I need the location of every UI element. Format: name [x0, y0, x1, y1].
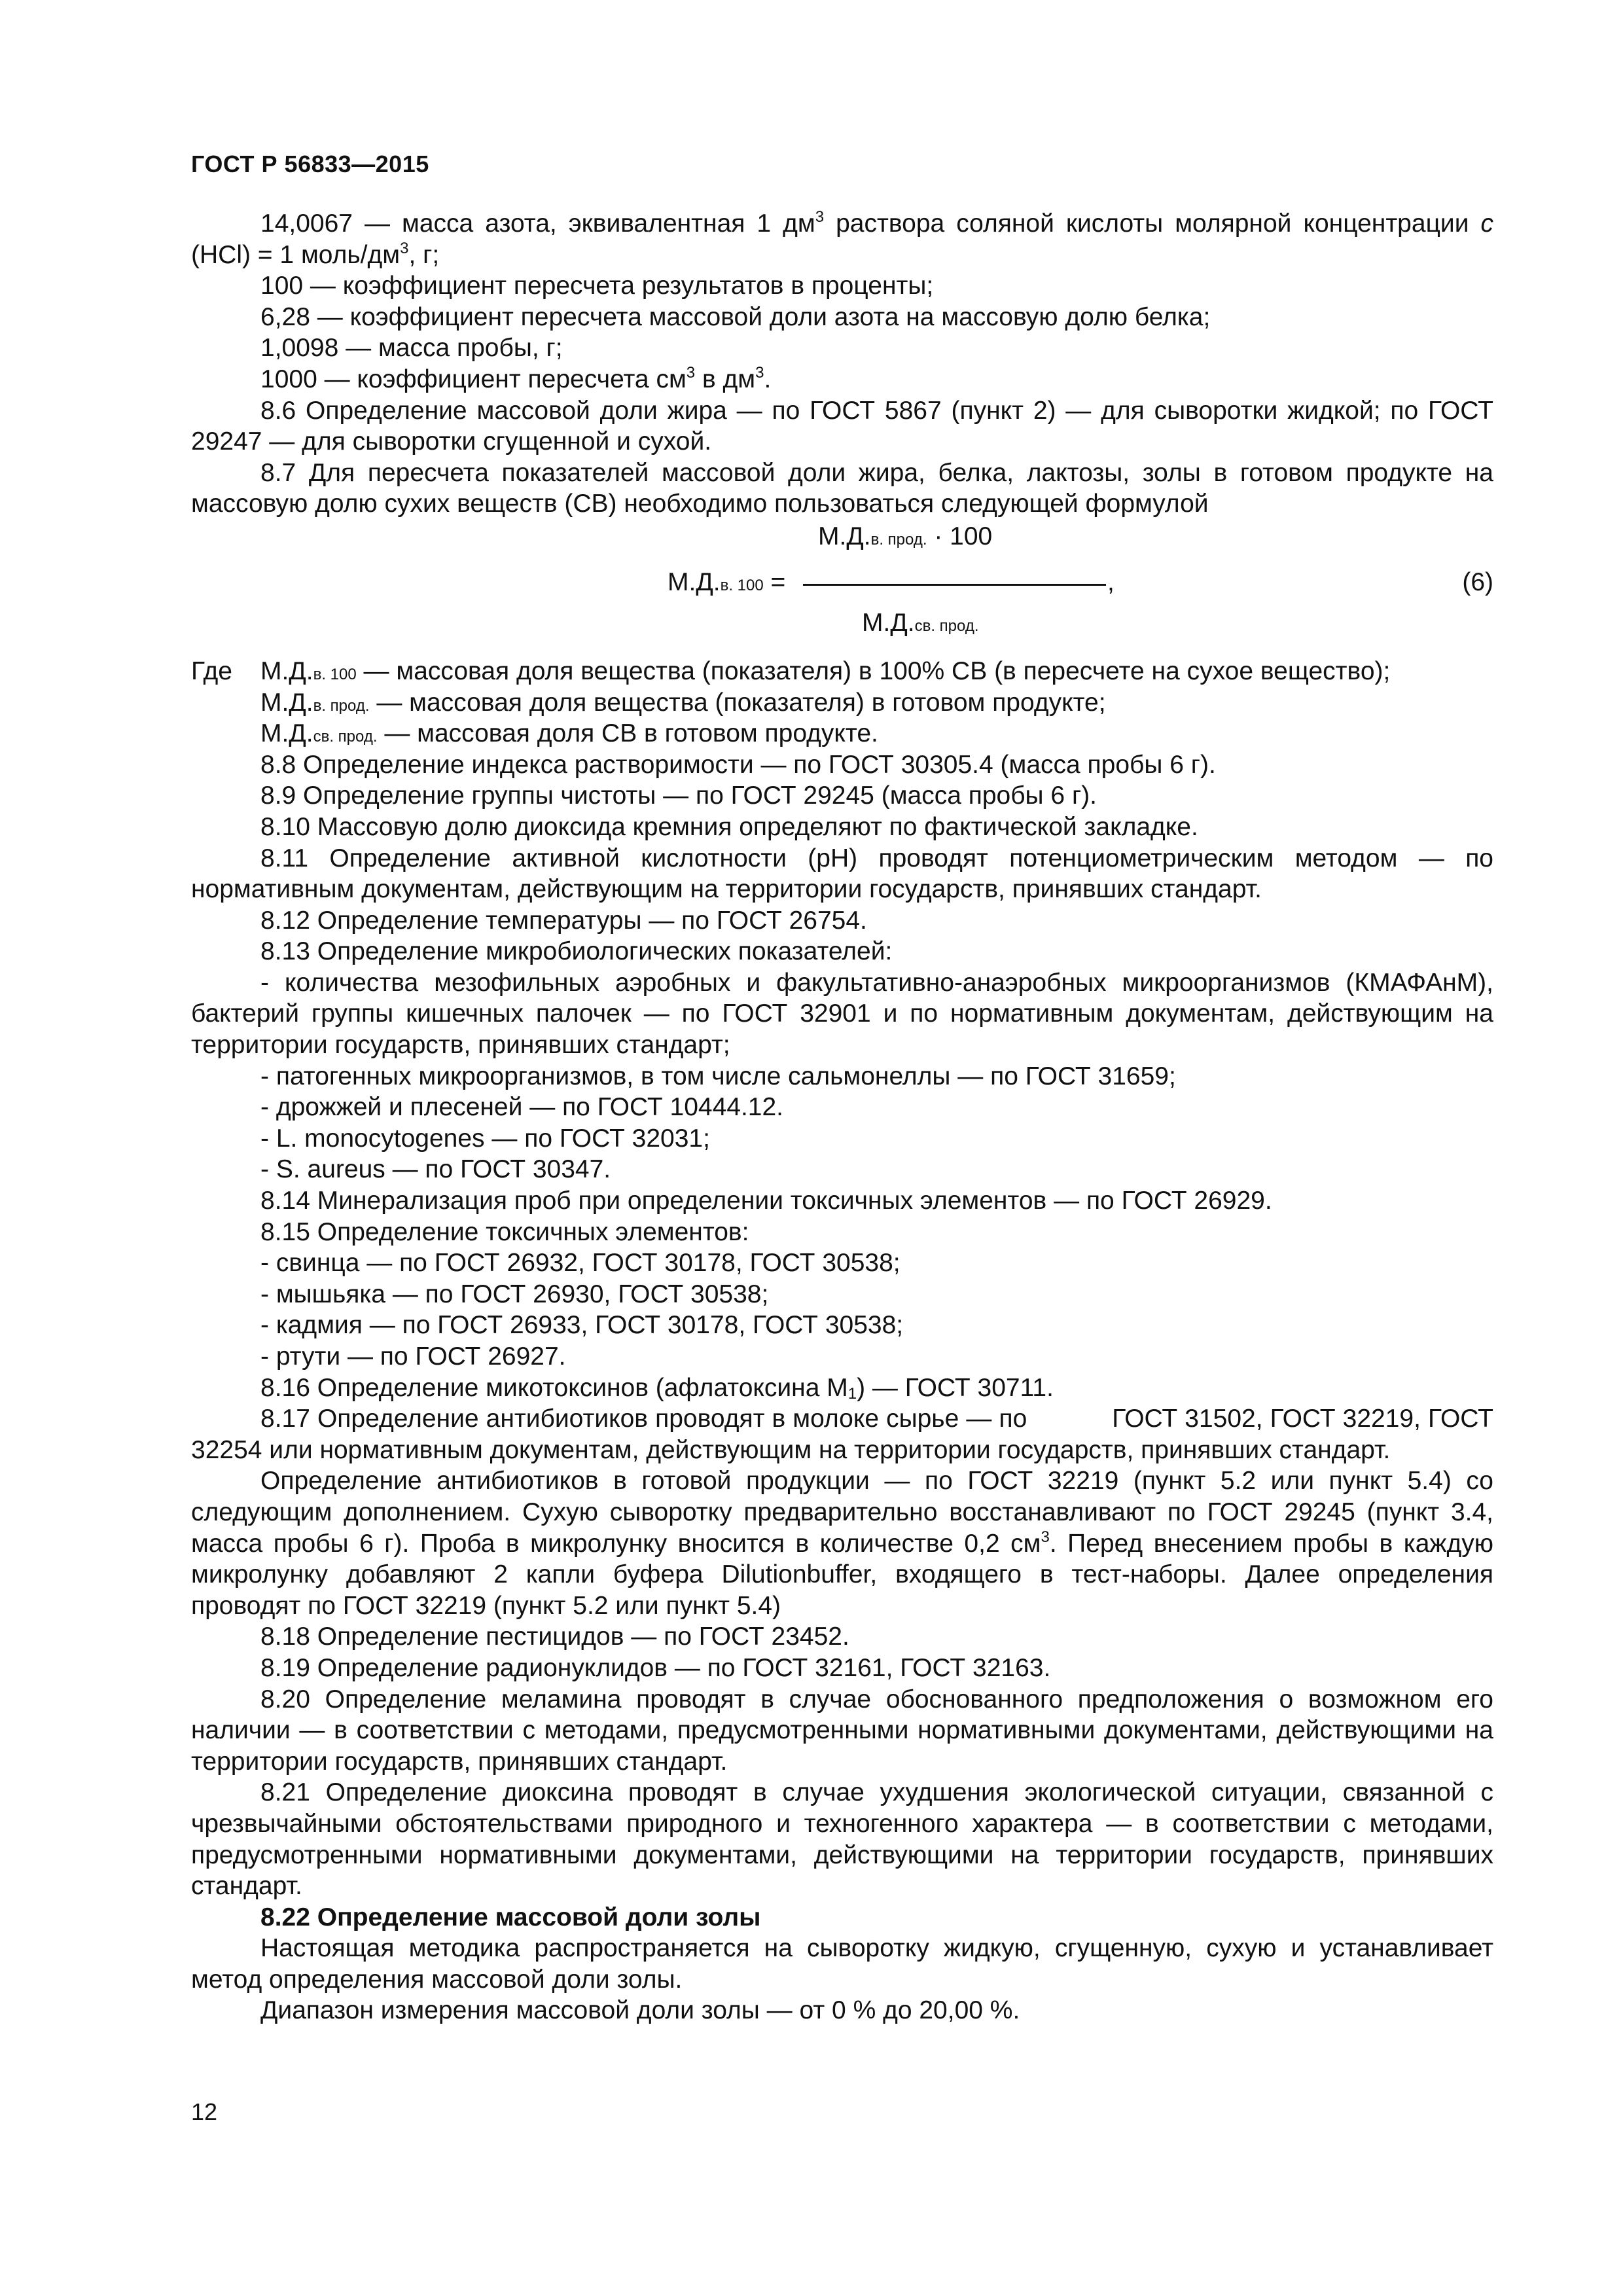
superscript: 3	[1041, 1528, 1050, 1546]
subscript: в. 100	[720, 576, 764, 594]
text-span: · 100	[927, 522, 993, 550]
list-item-8-13-e: - S. aureus — по ГОСТ 30347.	[260, 1155, 611, 1184]
text-span: — массовая доля СВ в готовом продукте.	[377, 719, 878, 748]
formula-6	[191, 520, 1493, 656]
where-row-3	[191, 718, 1493, 749]
text-span: ) — ГОСТ 30711.	[857, 1373, 1054, 1402]
subscript: в. прод.	[870, 530, 927, 548]
paragraph-sample-mass: 1,0098 — масса пробы, г;	[260, 334, 563, 363]
text-span: . Перед внесением пробы в каждую микролунку добавляют 2 капли буфера Dilutionbuffer, входящего в тест-наборы. Далее определения проводят по ГОСТ 32219 (пункт 5.2 или пункт 5.4)	[191, 1529, 1494, 1620]
text-span: М.Д.	[668, 567, 721, 596]
paragraph-coef-628: 6,28 — коэффициент пересчета массовой доли азота на массовую долю белка;	[260, 302, 1211, 331]
page-number: 12	[191, 2098, 218, 2125]
paragraph-8-21: 8.21 Определение диоксина проводят в случае ухудшения экологической ситуации, связанной с чрезвычайными обстоятельствами природного и техногенного характера — в соответствии с методами, предусмотренными нормативными документами, действующими на территории государств, принявших стандарт.	[191, 1778, 1493, 1901]
text-span: , г;	[408, 240, 440, 269]
fraction-bar	[803, 584, 1106, 586]
paragraph-coef-100: 100 — коэффициент пересчета результатов в проценты;	[260, 272, 934, 300]
where-text	[260, 718, 878, 753]
paragraph-8-16	[191, 1372, 1493, 1404]
formula-denominator	[862, 607, 979, 642]
subscript: св. прод.	[313, 728, 378, 746]
text-span: — массовая доля вещества (показателя) в готовом продукте;	[369, 688, 1106, 717]
superscript: 3	[400, 239, 409, 257]
where-row-1	[191, 656, 1493, 687]
text-span: Определение антибиотиков в готовой продукции — по ГОСТ 32219 (пункт 5.2 или пункт 5.4) со следующим дополнением. Сухую сыворотку предварительно восстанавливают по ГОСТ 29245 (пункт 3.4, масса пробы 6 г). Проба в микролунку вносится в количестве 0,2 см	[191, 1467, 1493, 1558]
text-span: М.Д.	[260, 719, 313, 748]
formula-lhs	[668, 567, 785, 601]
text-span: 14,0067 — масса азота, эквивалентная 1 дм	[260, 209, 815, 238]
section-heading-8-22: 8.22 Определение массовой доли золы	[260, 1903, 761, 1931]
paragraph-8-18: 8.18 Определение пестицидов — по ГОСТ 23452.	[260, 1623, 849, 1651]
text-span: М.Д.	[862, 608, 915, 637]
paragraph-8-14: 8.14 Минерализация проб при определении токсичных элементов — по ГОСТ 26929.	[260, 1187, 1272, 1215]
superscript: 3	[686, 363, 696, 382]
text-span: 8.16 Определение микотоксинов (афлатоксина M	[260, 1373, 848, 1402]
paragraph-8-11: 8.11 Определение активной кислотности (pH) проводят потенциометрическим методом — по нормативным документам, действующим на территории государств, принявших стандарт.	[191, 844, 1493, 904]
paragraph-8-20: 8.20 Определение меламина проводят в случае обоснованного предположения о возможном его наличии — в соответствии с методами, предусмотренными нормативными документами, действующими на территории государств, принявших стандарт.	[191, 1685, 1493, 1776]
paragraph-8-12: 8.12 Определение температуры — по ГОСТ 26754.	[260, 906, 867, 935]
list-item-8-13-d: - L. monocytogenes — по ГОСТ 32031;	[260, 1124, 710, 1153]
paragraph-nitrogen-mass	[191, 208, 1493, 270]
list-item-8-15-d: - ртути — по ГОСТ 26927.	[260, 1342, 566, 1371]
paragraph-coef-1000	[191, 364, 1493, 395]
where-text	[260, 656, 1390, 691]
subscript: в. 100	[313, 665, 357, 683]
paragraph-8-17-antibiotics	[191, 1465, 1493, 1621]
list-item-8-15-c: - кадмия — по ГОСТ 26933, ГОСТ 30178, ГОСТ 30538;	[260, 1311, 904, 1340]
paragraph-8-6: 8.6 Определение массовой доли жира — по ГОСТ 5867 (пункт 2) — для сыворотки жидкой; по ГОСТ 29247 — для сыворотки сгущенной и сухой.	[191, 396, 1493, 456]
document-header: ГОСТ Р 56833—2015	[191, 151, 429, 177]
superscript: 3	[815, 208, 825, 226]
text-span: .	[764, 365, 772, 393]
where-text	[260, 687, 1106, 722]
formula-comma: ,	[1107, 567, 1115, 596]
subscript: в. прод.	[313, 696, 370, 715]
where-row-2	[191, 687, 1493, 719]
text-span: 1000 — коэффициент пересчета см	[260, 365, 687, 393]
where-label: Где	[191, 656, 232, 685]
list-item-8-15-a: - свинца — по ГОСТ 26932, ГОСТ 30178, ГОСТ 30538;	[260, 1249, 901, 1278]
superscript: 3	[755, 363, 764, 382]
subscript: 1	[847, 1384, 857, 1403]
list-item-8-15-b: - мышьяка — по ГОСТ 26930, ГОСТ 30538;	[260, 1280, 769, 1308]
formula-number: (6)	[1462, 567, 1493, 596]
list-item-8-13-b: - патогенных микроорганизмов, в том числе сальмонеллы — по ГОСТ 31659;	[260, 1062, 1176, 1090]
text-span: М.Д.	[818, 522, 871, 550]
italic-symbol: c	[1480, 209, 1494, 238]
paragraph-8-19: 8.19 Определение радионуклидов — по ГОСТ 32161, ГОСТ 32163.	[260, 1653, 1051, 1682]
document-body	[191, 208, 1493, 2026]
text-span: — массовая доля вещества (показателя) в 100% СВ (в пересчете на сухое вещество);	[356, 656, 1391, 685]
text-span: (HCl) = 1 моль/дм	[191, 240, 401, 269]
paragraph-8-22-scope: Настоящая методика распространяется на сыворотку жидкую, сгущенную, сухую и устанавливает метод определения массовой доли золы.	[191, 1934, 1493, 1994]
text-span: М.Д.	[260, 688, 313, 717]
text-span: раствора соляной кислоты молярной концентрации	[824, 209, 1481, 238]
formula-numerator	[818, 521, 992, 556]
paragraph-8-13: 8.13 Определение микробиологических показателей:	[260, 937, 893, 966]
paragraph-8-10: 8.10 Массовую долю диоксида кремния определяют по фактической закладке.	[260, 812, 1198, 841]
paragraph-8-8: 8.8 Определение индекса растворимости — по ГОСТ 30305.4 (масса пробы 6 г).	[260, 750, 1216, 779]
paragraph-8-22-range: Диапазон измерения массовой доли золы — от 0 % до 20,00 %.	[260, 1996, 1020, 2025]
list-item-8-13-a: - количества мезофильных аэробных и факультативно-анаэробных микроорганизмов (КМАФАнМ), бактерий группы кишечных палочек — по ГОСТ 32901 и по нормативным документам, действующим на территории государств, принявших стандарт;	[191, 968, 1493, 1060]
paragraph-8-7: 8.7 Для пересчета показателей массовой доли жира, белка, лактозы, золы в готовом продукте на массовую долю сухих веществ (СВ) необходимо пользоваться следующей формулой	[191, 458, 1493, 518]
paragraph-8-17	[191, 1403, 1493, 1465]
text-span: 8.17 Определение антибиотиков проводят в молоке сырье — по	[260, 1405, 1027, 1433]
paragraph-8-15: 8.15 Определение токсичных элементов:	[260, 1217, 749, 1246]
paragraph-8-9: 8.9 Определение группы чистоты — по ГОСТ 29245 (масса пробы 6 г).	[260, 781, 1097, 810]
subscript: св. прод.	[914, 617, 979, 635]
text-span: =	[763, 567, 786, 596]
text-span: ГОСТ 31502, ГОСТ 32219, ГОСТ 32254 или нормативным документам, действующим на территории государств, принявших стандарт.	[191, 1405, 1493, 1464]
text-span: М.Д.	[260, 656, 313, 685]
list-item-8-13-c: - дрожжей и плесеней — по ГОСТ 10444.12.	[260, 1093, 784, 1122]
text-span: в дм	[695, 365, 756, 393]
